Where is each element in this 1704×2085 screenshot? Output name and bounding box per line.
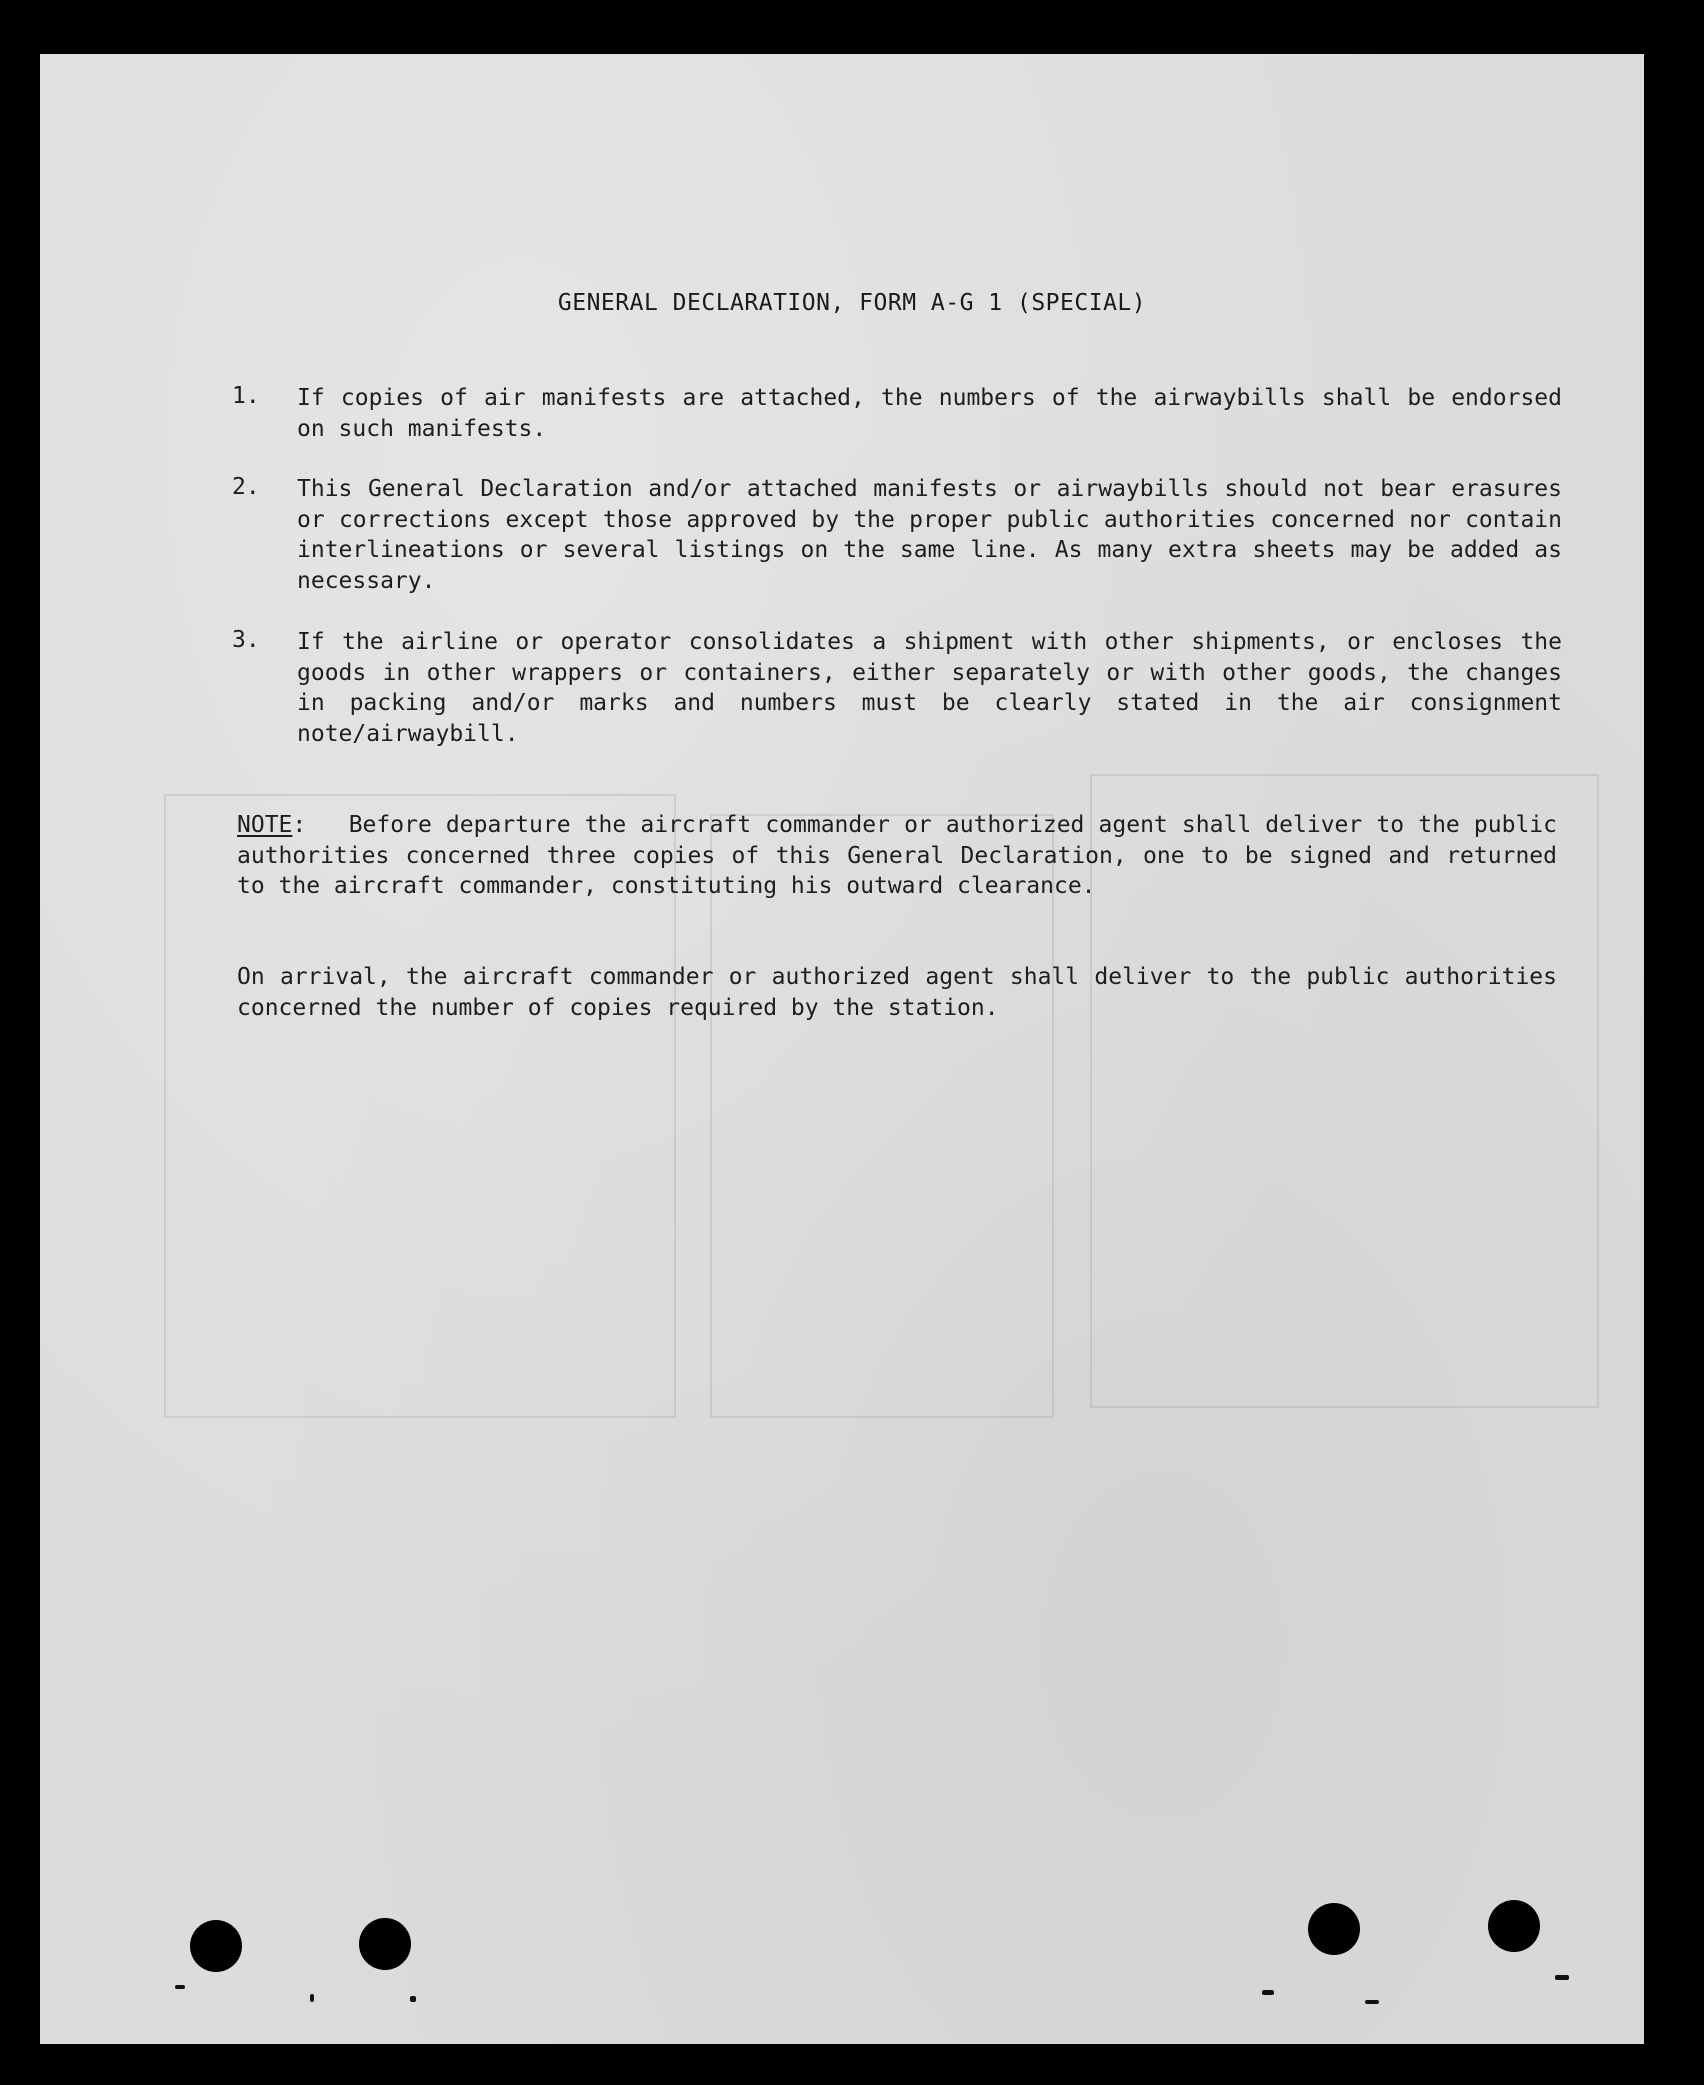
paper-speck — [410, 1996, 416, 2002]
arrival-paragraph: On arrival, the aircraft commander or authorized agent shall deliver to the public authorities concerned the number of copies required by the station. — [237, 964, 1557, 1021]
paper-speck — [1262, 1990, 1274, 1995]
punch-hole — [1488, 1900, 1540, 1952]
document-page — [40, 54, 1644, 2044]
paper-speck — [1555, 1975, 1569, 1980]
list-item-text: This General Declaration and/or attached manifests or airwaybills should not bear erasures or corrections except those approved by the proper public authorities concerned nor contain interlineations or several listings on the same line. As many extra sheets may be added as necessary. — [297, 476, 1562, 594]
punch-hole — [190, 1920, 242, 1972]
punch-hole — [1308, 1903, 1360, 1955]
document-title: GENERAL DECLARATION, FORM A-G 1 (SPECIAL) — [557, 290, 1147, 316]
note-text: Before departure the aircraft commander or authorized agent shall deliver to the public authorities concerned three copies of this General Declaration, one to be signed and returned to the aircraft commander, constituting his outward clearance. — [237, 812, 1557, 899]
paper-speck — [175, 1985, 185, 1989]
note-paragraph — [237, 810, 1557, 902]
list-item-number: 1. — [232, 383, 260, 409]
list-item-text: If the airline or operator consolidates a shipment with other shipments, or encloses the goods in other wrappers or containers, either separately or with other goods, the changes in packing and/or marks and numbers must be clearly stated in the air consignment note/airwaybill. — [297, 629, 1562, 747]
bleed-through-box-middle — [710, 814, 1054, 1418]
note-label: NOTE — [237, 812, 293, 838]
paper-speck — [310, 1994, 314, 2002]
list-item-number: 3. — [232, 627, 260, 653]
paper-speck — [1365, 2000, 1379, 2004]
list-item-number: 2. — [232, 474, 260, 500]
list-item-text: If copies of air manifests are attached, the numbers of the airwaybills shall be endorsed on such manifests. — [297, 385, 1562, 442]
note-colon: : — [292, 812, 307, 838]
punch-hole — [359, 1918, 411, 1970]
